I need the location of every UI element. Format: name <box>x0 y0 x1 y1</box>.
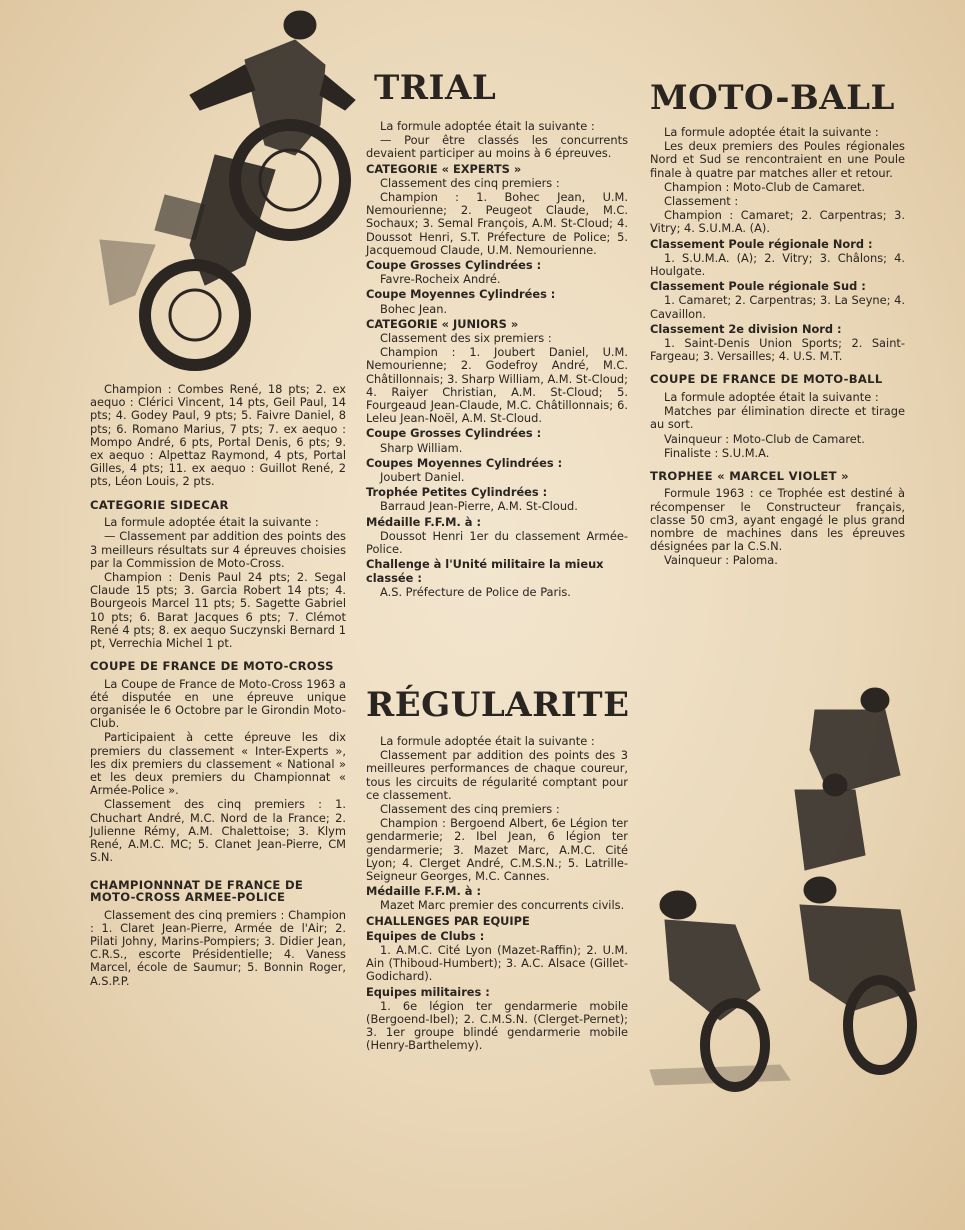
trial-juniors-results: Champion : 1. Joubert Daniel, U.M. Nemourienne; 2. Godefroy André, M.C. Châtillonnais; 3. Sharp William, A.M. St-Cloud; 4. Raiyer Christian, A.M. St-Cloud; 5. Fourgeaud Jean-Claude, M.C. Châtillonnais; 6. Leleu Jean-Noël, A.M. St-Cloud. <box>366 345 628 426</box>
poule-sud-value: 1. Camaret; 2. Carpentras; 3. La Seyne; 4. Cavaillon. <box>650 293 905 321</box>
challenges-heading: CHALLENGES PAR EQUIPE <box>366 913 530 928</box>
left-column <box>90 383 346 989</box>
trial-medaille-label: Médaille F.F.M. à : <box>366 514 482 529</box>
division2-nord-label: Classement 2e division Nord : <box>650 321 842 336</box>
coupe-motocross-intro: La Coupe de France de Moto-Cross 1963 a été disputée en une épreuve unique organisée le 6 Octobre par le Girondin Moto-Club. <box>90 676 346 731</box>
trial-moyennes-value-1: Bohec Jean. <box>380 301 448 316</box>
motocross-rider-illustration <box>95 5 360 380</box>
coupe-motoball-formula: La formule adoptée était la suivante : <box>664 389 879 404</box>
trial-experts-results: Champion : 1. Bohec Jean, U.M. Nemourienne; 2. Peugeot Claude, M.C. Sochaux; 3. Semal François, A.M. St-Cloud; 4. Doussot Henri, S.T. Préfecture de Police; 5. Jacquemoud Claude, U.M. Nemourienne. <box>366 190 628 257</box>
regularite-medaille-label: Médaille F.F.M. à : <box>366 884 482 899</box>
motoball-formula: La formule adoptée était la suivante : <box>664 125 879 139</box>
trial-medaille-value: Doussot Henri 1er du classement Armée-Police. <box>366 528 628 557</box>
coupe-motoball-finalist: Finaliste : S.U.M.A. <box>664 445 770 460</box>
sidecar-rule: — Classement par addition des points des 3 meilleurs résultats sur 4 épreuves choisies par la Commission de Moto-Cross. <box>90 529 346 570</box>
regularite-title: RÉGULARITE <box>366 685 630 725</box>
trial-grosses-value-2: Sharp William. <box>380 440 463 455</box>
trial-experts-intro: Classement des cinq premiers : <box>380 175 560 190</box>
regularite-intro: Classement des cinq premiers : <box>380 802 560 817</box>
poule-sud-label: Classement Poule régionale Sud : <box>650 279 866 294</box>
coupe-motoball-winner: Vainqueur : Moto-Club de Camaret. <box>664 431 865 446</box>
motoball-champion: Champion : Moto-Club de Camaret. <box>664 179 866 194</box>
motoball-section <box>650 78 905 569</box>
coupe-motoball-rule: Matches par élimination directe et tirage au sort. <box>650 404 905 432</box>
trophee-violet-winner: Vainqueur : Paloma. <box>664 553 778 568</box>
coupe-motocross-heading: COUPE DE FRANCE DE MOTO-CROSS <box>90 659 334 674</box>
motoball-players-illustration <box>640 680 940 1100</box>
trial-petites-label: Trophée Petites Cylindrées : <box>366 485 548 500</box>
motoball-classement: Champion : Camaret; 2. Carpentras; 3. Vitry; 4. S.U.M.A. (A). <box>650 208 905 236</box>
trial-moyennes-value-2: Joubert Daniel. <box>380 470 465 485</box>
motoball-title: MOTO-BALL <box>650 78 895 118</box>
sidecar-formula: La formule adoptée était la suivante : <box>104 515 319 530</box>
equipes-clubs-label: Equipes de Clubs : <box>366 928 485 943</box>
trial-juniors-heading: CATEGORIE « JUNIORS » <box>366 316 519 331</box>
trial-grosses-value-1: Favre-Rocheix André. <box>380 272 501 287</box>
motoball-classement-label: Classement : <box>664 194 739 209</box>
regularite-medaille-value: Mazet Marc premier des concurrents civils. <box>380 898 625 913</box>
trial-challenge-label: Challenge à l'Unité militaire la mieux classée : <box>366 557 604 585</box>
motocross-results: Champion : Combes René, 18 pts; 2. ex aequo : Clérici Vincent, 14 pts, Geil Paul, 14 pts; 4. Godey Paul, 9 pts; 5. Faivre Daniel, 8 pts; 6. Romano Marius, 7 pts; 7. ex aequo : Mompo André, 6 pts, Portal Denis, 6 pts; 9. ex aequo : Alpettaz Raymond, 4 pts, Portal Gilles, 4 pts; 11. ex aequo : Guillot René, 2 pts, Léon Louis, 2 pts. <box>90 382 346 489</box>
division2-nord-value: 1. Saint-Denis Union Sports; 2. Saint-Fargeau; 3. Versailles; 4. U.S. M.T. <box>650 336 905 364</box>
trial-grosses-label-2: Coupe Grosses Cylindrées : <box>366 426 542 441</box>
poule-nord-label: Classement Poule régionale Nord : <box>650 236 873 251</box>
regularite-rule: Classement par addition des points des 3 meilleures performances de chaque coureur, tous les circuits de régularité comptant pour ce classement. <box>366 748 628 802</box>
regularite-formula: La formule adoptée était la suivante : <box>380 734 595 748</box>
equipes-militaires-label: Equipes militaires : <box>366 984 490 999</box>
trial-petites-value: Barraud Jean-Pierre, A.M. St-Cloud. <box>380 499 578 514</box>
trial-rule: — Pour être classés les concurrents devaient participer au moins à 6 épreuves. <box>366 133 628 161</box>
trial-juniors-intro: Classement des six premiers : <box>380 331 552 346</box>
sidecar-results: Champion : Denis Paul 24 pts; 2. Segal Claude 15 pts; 3. Garcia Robert 14 pts; 4. Bourgeois Marcel 11 pts; 5. Sagette Gabriel 10 pts; 6. Barat Jacques 6 pts; 7. Clémot René 4 pts; 8. ex aequo Suczynski Bernard 1 pt, Verrechia Michel 1 pt. <box>90 569 346 650</box>
coupe-motocross-participants: Participaient à cette épreuve les dix premiers du classement « Inter-Experts », les dix premiers du classement « National » et les deux premiers du Championnat « Armée-Police ». <box>90 730 346 798</box>
coupe-motocross-results: Classement des cinq premiers : 1. Chuchart André, M.C. Nord de la France; 2. Julienne Rémy, A.M. Chalettoise; 3. Klym René, A.M.C. MC; 5. Clanet Jean-Pierre, CM S.N. <box>90 797 346 865</box>
equipes-militaires-value: 1. 6e légion ter gendarmerie mobile (Bergoend-Ibel); 2. C.M.S.N. (Clerget-Pernet); 3. 1er groupe blindé gendarmerie mobile (Henry-Barthelemy). <box>366 998 628 1053</box>
poule-nord-value: 1. S.U.M.A. (A); 2. Vitry; 3. Châlons; 4. Houlgate. <box>650 250 905 279</box>
regularite-results: Champion : Bergoend Albert, 6e Légion ter gendarmerie; 2. Ibel Jean, 6 légion ter gendarmerie; 3. Mazet Marc, A.M.C. Cité Lyon; 4. Clerget André, C.M.S.N.; 5. Latrille-Seigneur Georges, M.C. Cannes. <box>366 816 628 884</box>
equipes-clubs-value: 1. A.M.C. Cité Lyon (Mazet-Raffin); 2. U.M. Ain (Thiboud-Humbert); 3. A.C. Alsace (Gillet-Godichard). <box>366 943 628 984</box>
trial-experts-heading: CATEGORIE « EXPERTS » <box>366 161 522 176</box>
trial-formula: La formule adoptée était la suivante : <box>380 119 595 133</box>
championnat-armee-police-heading: CHAMPIONNNAT DE FRANCE DE MOTO-CROSS ARMEE-POLICE <box>90 877 304 904</box>
trial-challenge-value: A.S. Préfecture de Police de Paris. <box>380 584 571 599</box>
sidecar-heading: CATEGORIE SIDECAR <box>90 497 229 512</box>
trial-title: TRIAL <box>374 68 497 108</box>
coupe-motoball-heading: COUPE DE FRANCE DE MOTO-BALL <box>650 372 883 387</box>
trial-moyennes-label-1: Coupe Moyennes Cylindrées : <box>366 287 556 302</box>
trial-moyennes-label-2: Coupes Moyennes Cylindrées : <box>366 455 563 470</box>
motoball-rule: Les deux premiers des Poules régionales Nord et Sud se rencontraient en une Poule finale à quatre par matches aller et retour. <box>650 139 905 180</box>
regularite-section <box>366 685 628 1054</box>
trial-grosses-label-1: Coupe Grosses Cylindrées : <box>366 258 542 273</box>
trial-section <box>366 68 628 600</box>
trophee-violet-heading: TROPHEE « MARCEL VIOLET » <box>650 468 849 483</box>
championnat-armee-police-results: Classement des cinq premiers : Champion : 1. Claret Jean-Pierre, Armée de l'Air; 2. Pilati Johny, Marins-Pompiers; 3. Didier Jean, C.R.S., escorte Présidentielle; 4. Vaness Marcel, école de Saumur; 5. Bonnin Roger, A.S.P.P. <box>90 907 346 988</box>
trophee-violet-formula: Formule 1963 : ce Trophée est destiné à récompenser le Constructeur français, classe 50 cm3, ayant engagé le plus grand nombre de machines dans les épreuves désignées par la C.S.N. <box>650 486 905 554</box>
